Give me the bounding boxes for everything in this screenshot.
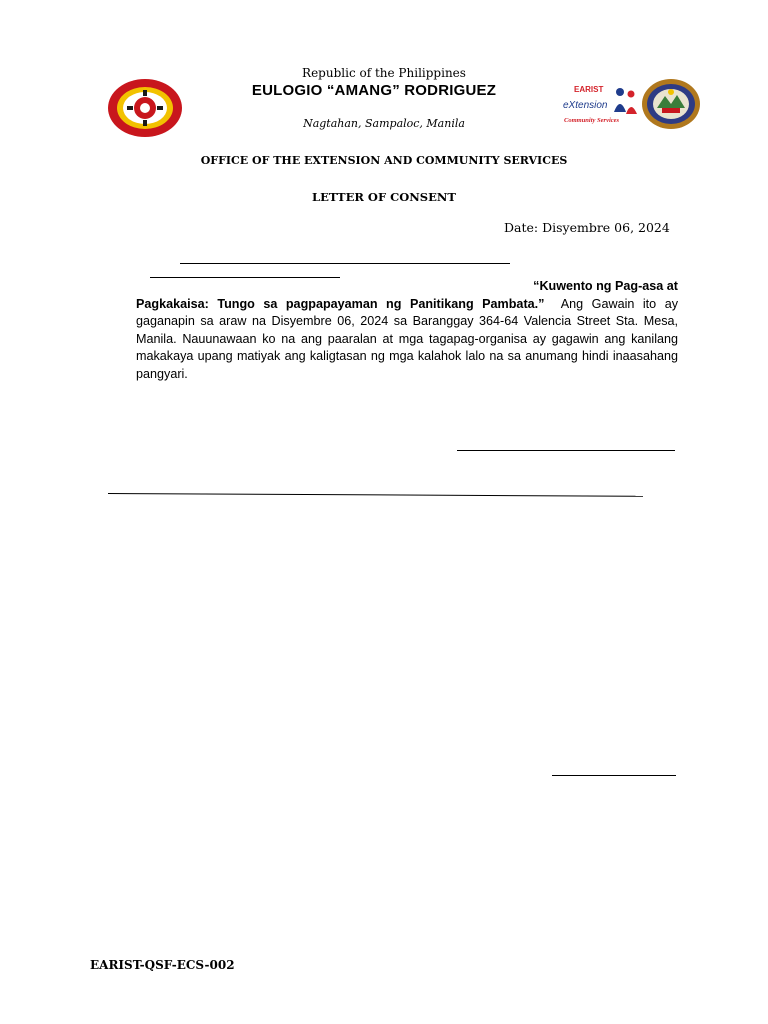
blank-line-full-width	[108, 493, 643, 497]
office-name: OFFICE OF THE EXTENSION AND COMMUNITY SERVICES	[200, 154, 568, 167]
signature-line-parent	[457, 450, 675, 451]
activity-title-rest: Pagkakaisa: Tungo sa pagpapayaman ng Panitikang Pambata.”	[136, 296, 545, 311]
document-date: Date: Disyembre 06, 2024	[504, 220, 670, 235]
consent-body-text: Ang Gawain ito ay gaganapin sa araw na Disyembre 06, 2024 sa Baranggay 364-64 Valencia Street Sta. Mesa, Manila. Nauunawaan ko na ang paaralan at mga tagapag-organisa ay gagawin ang kanilang makakaya upang matiyak ang kaligtasan ng mga kalahok lalo na sa anumang hindi inaasahang pangyari.	[136, 296, 678, 381]
signature-line-bottom	[552, 775, 676, 776]
extension-logo-top-text: EARIST	[574, 85, 604, 94]
extension-logo-bottom-text: Community Services	[564, 117, 620, 124]
extension-services-logo	[560, 80, 640, 128]
blank-line-recipient	[180, 263, 510, 264]
institution-name: EULOGIO “AMANG” RODRIGUEZ	[251, 82, 497, 99]
university-seal-logo	[640, 78, 702, 130]
institution-address: Nagtahan, Sampaloc, Manila	[303, 117, 465, 130]
consent-body-paragraph	[136, 278, 678, 383]
document-title: LETTER OF CONSENT	[312, 190, 456, 204]
activity-title-start: “Kuwento ng Pag-asa at	[533, 279, 678, 293]
form-code: EARIST-QSF-ECS-002	[90, 958, 235, 972]
republic-line: Republic of the Philippines	[302, 66, 466, 80]
extension-logo-mid-text: eXtension	[563, 100, 608, 111]
